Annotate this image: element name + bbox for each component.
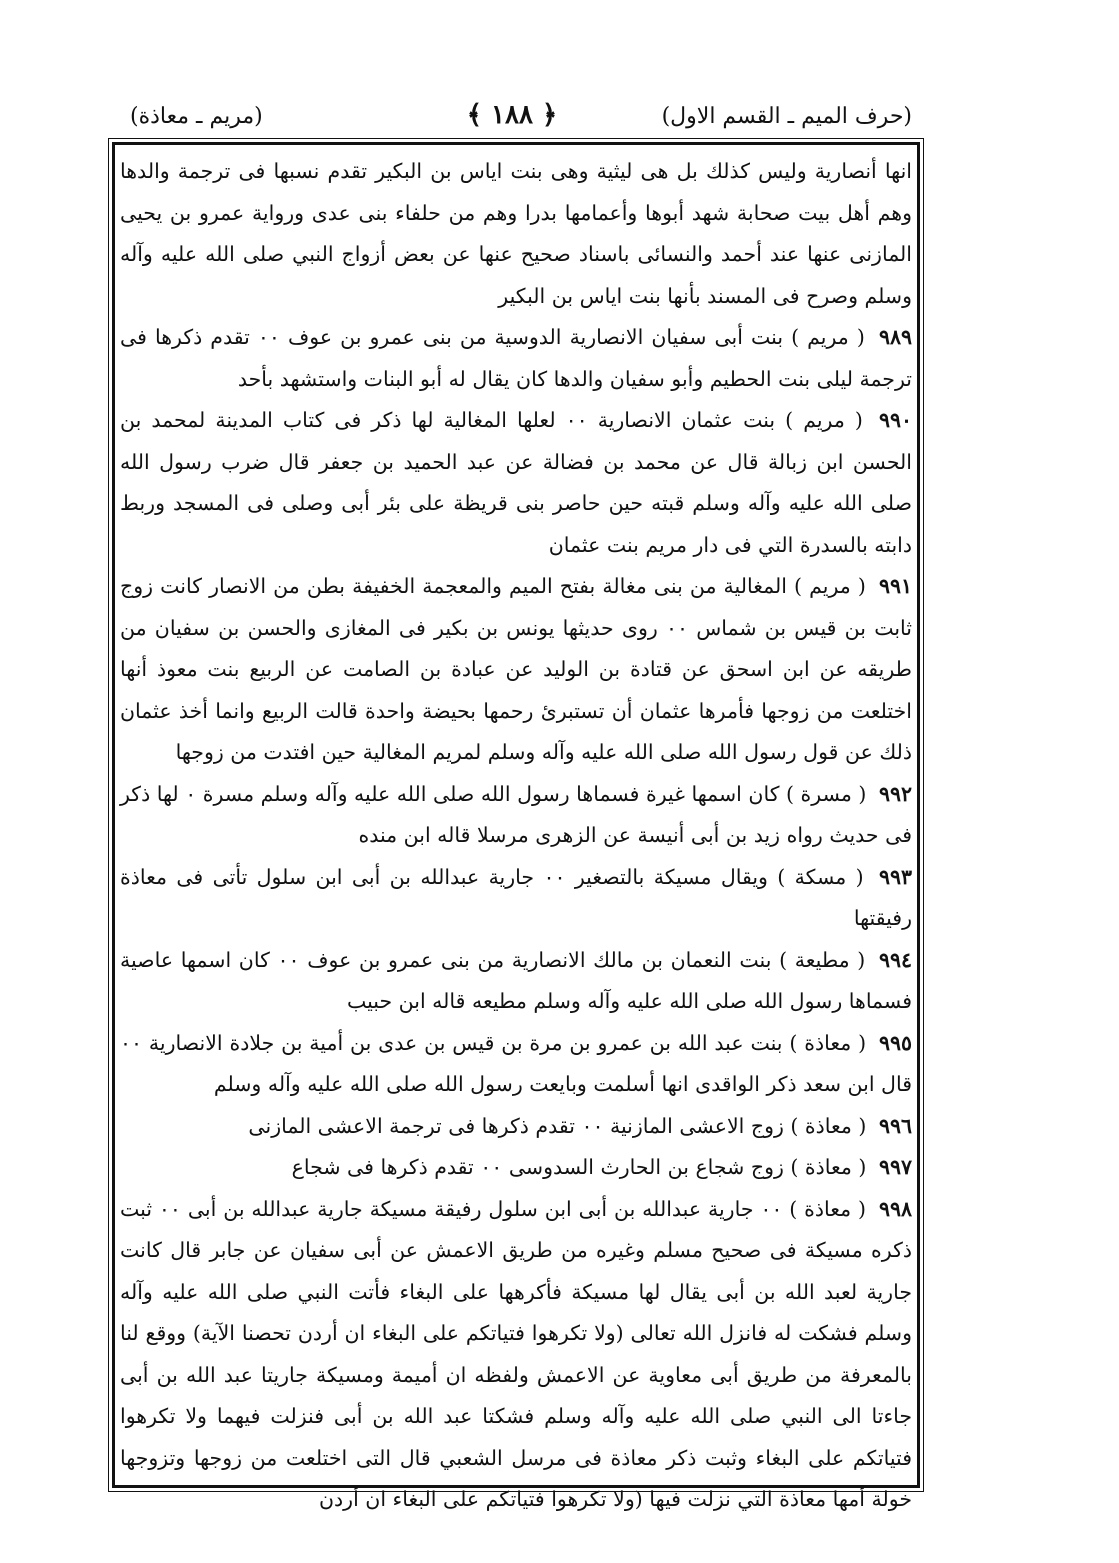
- entry-text: ( مريم ) بنت أبى سفيان الانصارية الدوسية من بنى عمرو بن عوف ٠٠ تقدم ذكرها فى ترجمة ليلى بنت الحطيم وأبو سفيان والدها كان يقال له أبو البنات واستشهد بأحد: [120, 325, 912, 391]
- entry-998: [120, 1189, 912, 1521]
- entry-text: ( معاذة ) زوج شجاع بن الحارث السدوسى ٠٠ تقدم ذكرها فى شجاع: [291, 1155, 867, 1179]
- entry-990: [120, 400, 912, 566]
- entry-997: [120, 1147, 912, 1189]
- entry-number: ٩٩٥: [878, 1030, 912, 1055]
- entry-991: [120, 566, 912, 774]
- entry-text: ( مسكة ) ويقال مسيكة بالتصغير ٠٠ جارية عبدالله بن أبى ابن سلول تأتى فى معاذة رفيقتها: [120, 864, 912, 930]
- entry-number: ٩٨٩: [878, 325, 912, 349]
- entry-text: ( معاذة ) زوج الاعشى المازنية ٠٠ تقدم ذكرها فى ترجمة الاعشى المازنى: [248, 1113, 867, 1138]
- entry-text: ( مريم ) بنت عثمان الانصارية ٠٠ لعلها المغالية لها ذكر فى كتاب المدينة لمحمد بن الحسن ابن زبالة قال عن محمد بن فضالة عن عبد الحميد بن جعفر قال ضرب رسول الله صلى الله عليه وآله وسلم قبته حين حاصر بنى قريظة على بئر أبى وصلى فى المسجد وربط دابته بالسدرة التي فى دار مريم بنت عثمان: [120, 408, 912, 557]
- entry-text: ( معاذة ) بنت عبد الله بن عمرو بن مرة بن قيس بن عدى بن أمية بن جلادة الانصارية ٠٠ قال ابن سعد ذكر الواقدى انها أسلمت وبايعت رسول الله صلى الله عليه وآله وسلم: [120, 1030, 912, 1096]
- paragraph-continuation: انها أنصارية وليس كذلك بل هى ليثية وهى بنت اياس بن البكير تقدم نسبها فى ترجمة والدها وهم أهل بيت صحابة شهد أبوها وأعمامها بدرا وهم من حلفاء بنى عدى ورواية عمرو بن يحيى المازنى عنها عند أحمد والنسائى باسناد صحيح عنها عن بعض أزواج النبي صلى الله عليه وآله وسلم وصرح فى المسند بأنها بنت اياس بن البكير: [120, 159, 912, 308]
- entry-text: ( مطيعة ) بنت النعمان بن مالك الانصارية من بنى عمرو بن عوف ٠٠ كان اسمها عاصية فسماها رسول الله صلى الله عليه وآله وسلم مطيعه قاله ابن حبيب: [120, 947, 912, 1013]
- body-text: [120, 151, 912, 1521]
- entry-number: ٩٩٧: [878, 1155, 912, 1179]
- entry-993: [120, 857, 912, 940]
- chapter-title: (حرف الميم ـ القسم الاول): [661, 104, 912, 129]
- page-header: [112, 98, 912, 142]
- entry-992: [120, 774, 912, 857]
- entry-number: ٩٩٠: [878, 408, 912, 432]
- entry-number: ٩٩٨: [878, 1196, 912, 1221]
- entry-number: ٩٩١: [878, 574, 912, 598]
- entry-text: ( مريم ) المغالية من بنى مغالة بفتح الميم والمعجمة الخفيفة بطن من الانصار كانت زوج ثابت بن قيس بن شماس ٠٠ روى حديثها يونس بن بكير فى المغازى والحسن بن سفيان من طريقه عن ابن اسحق عن قتادة بن الوليد عن عبادة بن الصامت عن الربيع بنت معوذ أنها اختلعت من زوجها فأمرها عثمان أن تستبرئ رحمها بحيضة واحدة قالت الربيع وانما أخذ عثمان ذلك عن قول رسول الله صلى الله عليه وآله وسلم لمريم المغالية حين افتدت من زوجها: [120, 574, 912, 764]
- entry-number: ٩٩٤: [878, 947, 912, 972]
- entry-text: ( معاذة ) ٠٠ جارية عبدالله بن أبى ابن سلول رفيقة مسيكة جارية عبدالله بن أبى ٠٠ ثبت ذكره مسيكة فى صحيح مسلم وغيره من طريق الاعمش عن أبى سفيان عن جابر قال كانت جارية لعبد الله بن أبى يقال لها مسيكة فأكرهها على البغاء فأتت النبي صلى الله عليه وآله وسلم فشكت له فانزل الله تعالى (ولا تكرهوا فتياتكم على البغاء ان أردن تحصنا الآية) ووقع لنا بالمعرفة من طريق أبى معاوية عن الاعمش ولفظه ان أميمة ومسيكة جاريتا عبد الله بن أبى جاءتا الى النبي صلى الله عليه وآله وسلم فشكتا عبد الله بن أبى فنزلت فيهما ولا تكرهوا فتياتكم على البغاء وثبت ذكر معاذة فى مرسل الشعبي قال التى اختلعت من زوجها وتزوجها خولة أمها معاذة التي نزلت فيها (ولا تكرهوا فتياتكم على البغاء ان أردن: [120, 1196, 912, 1511]
- entry-number: ٩٩٦: [878, 1113, 912, 1138]
- entry-996: [120, 1106, 912, 1148]
- entry-number: ٩٩٣: [878, 864, 912, 889]
- entry-989: [120, 317, 912, 400]
- entry-995: [120, 1023, 912, 1106]
- entry-number: ٩٩٢: [878, 781, 912, 806]
- entry-text: ( مسرة ) كان اسمها غيرة فسماها رسول الله صلى الله عليه وآله وسلم مسرة ٠ لها ذكر فى حديث رواه زيد بن أبى أنيسة عن الزهرى مرسلا قاله ابن منده: [120, 781, 912, 847]
- section-range: (مريم ـ معاذة): [130, 104, 263, 129]
- page-number: ﴿ ١٨٨ ﴾: [466, 100, 558, 130]
- entry-994: [120, 940, 912, 1023]
